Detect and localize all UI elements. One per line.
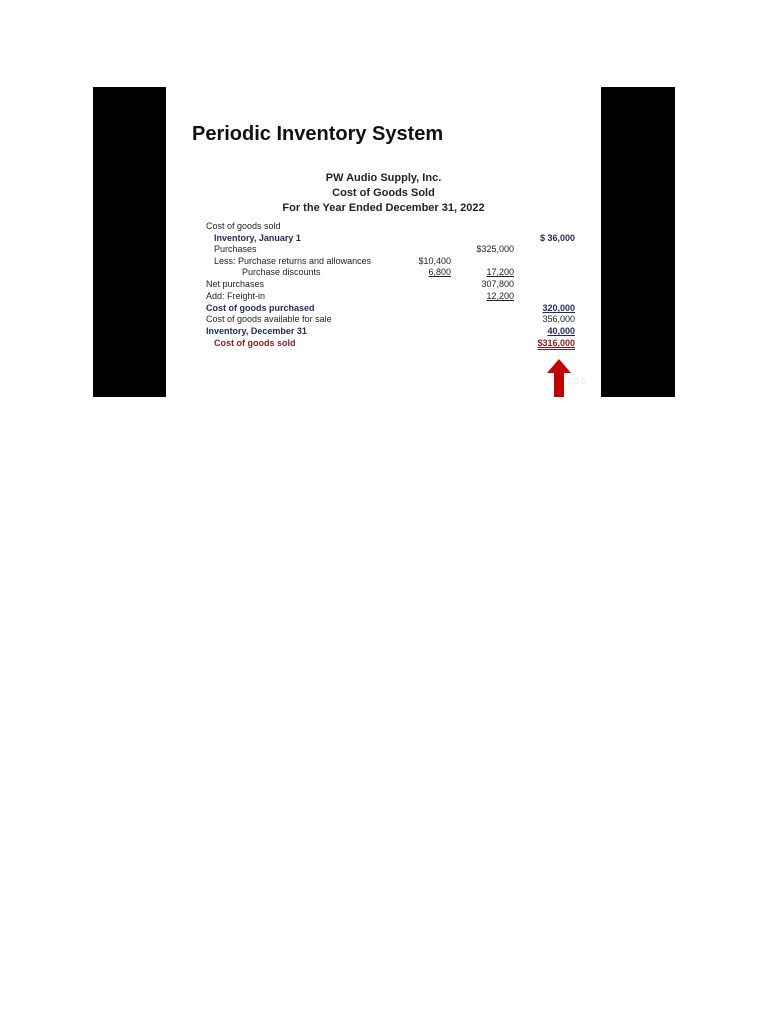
row-amount-col3: 356,000 [542, 314, 575, 324]
row-label: Inventory, January 1 [214, 233, 301, 243]
company-name: PW Audio Supply, Inc. [325, 172, 442, 184]
statement-period: For the Year Ended December 31, 2022 [282, 202, 485, 214]
row-inventory-january [166, 233, 601, 244]
row-discounts [166, 267, 601, 278]
row-cost-of-goods-sold [166, 338, 601, 349]
row-cogs-header [166, 221, 601, 232]
row-amount-col3: 40,000 [547, 326, 575, 336]
row-net-purchases [166, 279, 601, 290]
row-goods-available [166, 314, 601, 325]
row-amount-col2: 17,200 [486, 267, 514, 277]
row-label: Cost of goods sold [214, 338, 296, 348]
row-label: Cost of goods available for sale [206, 314, 332, 324]
statement-name: Cost of Goods Sold [332, 187, 435, 199]
row-label: Cost of goods purchased [206, 303, 315, 313]
row-amount-col1: 6,800 [428, 267, 451, 277]
learning-objective-label: LO 5 [568, 377, 586, 386]
row-label: Add: Freight-in [206, 291, 266, 301]
row-cost-of-goods-purchased [166, 303, 601, 314]
row-label: Less: Purchase returns and allowances [214, 256, 372, 266]
row-label: Purchases [214, 244, 257, 254]
row-inventory-december [166, 326, 601, 337]
row-amount-col2: 12,200 [486, 291, 514, 301]
row-amount-col3: $ 36,000 [539, 233, 575, 243]
row-returns [166, 256, 601, 267]
row-label: Net purchases [206, 279, 265, 289]
row-label: Purchase discounts [242, 267, 321, 277]
row-purchases [166, 244, 601, 255]
slide-title: Periodic Inventory System [192, 123, 444, 145]
row-amount-col1: $10,400 [418, 256, 451, 266]
row-label: Inventory, December 31 [206, 326, 307, 336]
slide-frame [93, 87, 675, 397]
row-label: Cost of goods sold [206, 221, 281, 231]
row-amount-col2: 307,800 [481, 279, 514, 289]
row-freight-in [166, 291, 601, 302]
row-amount-col3: $316,000 [537, 338, 575, 348]
slide [166, 87, 601, 397]
row-amount-col2: $325,000 [476, 244, 514, 254]
row-amount-col3: 320,000 [542, 303, 575, 313]
